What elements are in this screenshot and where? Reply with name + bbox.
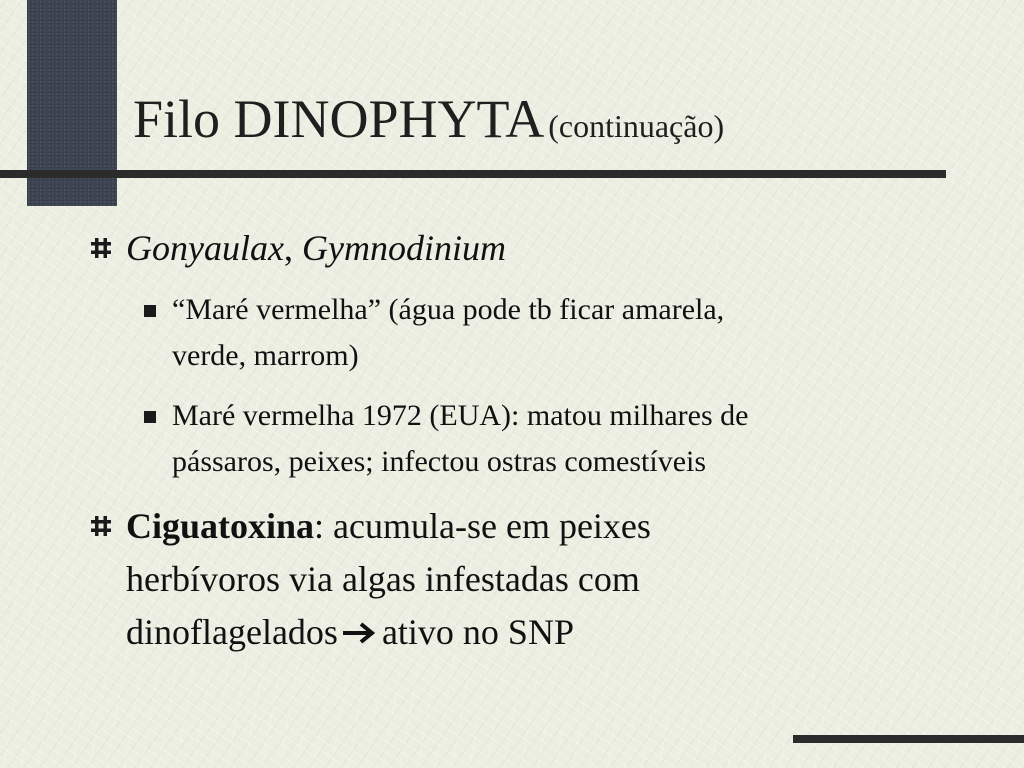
hash-bullet-icon <box>90 237 112 259</box>
line-text-before-arrow: dinoflagelados <box>126 612 338 652</box>
footer-rule <box>793 735 1024 743</box>
line-text-after-arrow: ativo no SNP <box>381 612 574 652</box>
subbullet-line: “Maré vermelha” (água pode tb ficar amarela, <box>172 293 725 326</box>
bullet-line <box>126 500 956 553</box>
square-bullet-icon <box>144 411 156 423</box>
genus-gymnodinium: Gymnodinium <box>301 228 506 268</box>
term-ciguatoxina: Ciguatoxina <box>126 506 315 546</box>
subbullet-line: pássaros, peixes; infectou ostras comestíveis <box>172 445 707 478</box>
subbullet-line: Maré vermelha 1972 (EUA): matou milhares de <box>172 399 749 432</box>
term-definition: : acumula-se em peixes <box>314 506 651 546</box>
hash-bullet-icon <box>90 515 112 537</box>
genus-gonyaulax: Gonyaulax <box>126 228 284 268</box>
title-main: Filo DINOPHYTA <box>133 89 545 149</box>
subbullet-red-tide-1972 <box>172 393 952 485</box>
bullet-genera <box>126 222 956 275</box>
slide-title <box>133 88 724 157</box>
right-arrow-icon <box>340 621 378 645</box>
bullet-line: herbívoros via algas infestadas com <box>126 559 640 599</box>
bullet-line <box>126 606 956 659</box>
square-bullet-icon <box>144 305 156 317</box>
genus-separator: , <box>283 228 302 268</box>
title-subtitle: (continuação) <box>548 108 725 144</box>
subbullet-line: verde, marrom) <box>172 339 359 372</box>
bullet-ciguatoxina <box>126 500 956 659</box>
title-divider-rule <box>0 170 946 178</box>
subbullet-red-tide-colors <box>172 287 952 379</box>
